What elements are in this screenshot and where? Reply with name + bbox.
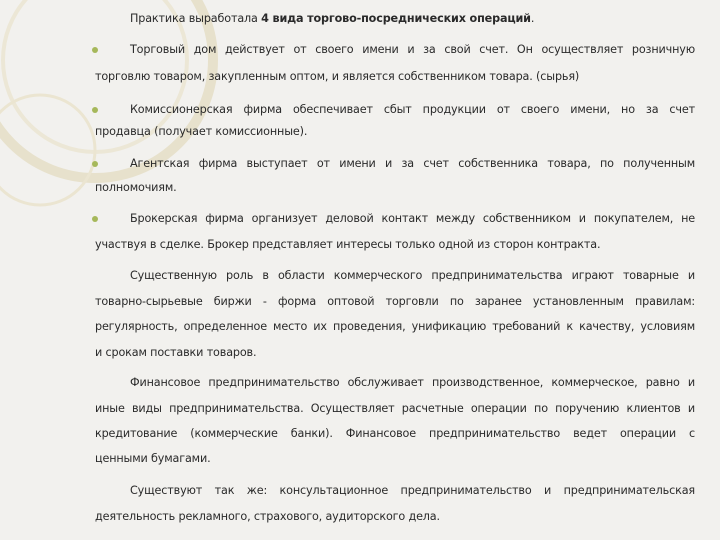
paragraph-2-line-4: ценными бумагами.	[95, 452, 211, 465]
bullet-3-line-1: Агентская фирма выступает от имени и за счет собственника товара, по полученным	[130, 157, 695, 170]
paragraph-2-line-1: Финансовое предпринимательство обслуживает производственное, коммерческое, равно и	[130, 376, 695, 389]
bullet-1-line-2: торговлю товаром, закупленным оптом, и является собственником товара. (сырья)	[95, 70, 580, 83]
intro-end: .	[530, 12, 535, 25]
bullet-4-line-1: Брокерская фирма организует деловой контакт между собственником и покупателем, не	[130, 212, 695, 225]
intro-bold: 4 вида торгово-посреднических операций	[261, 12, 531, 25]
intro-text: Практика выработала	[130, 12, 262, 25]
paragraph-3-line-2: деятельность рекламного, страхового, аудиторского дела.	[95, 510, 440, 523]
paragraph-1-line-4: и срокам поставки товаров.	[95, 346, 257, 359]
bullet-3-line-2: полномочиям.	[95, 181, 177, 194]
paragraph-2-line-3: кредитование (коммерческие банки). Финансовое предпринимательство ведет операции с	[95, 427, 695, 440]
bullet-2-line-2: продавца (получает комиссионные).	[95, 125, 308, 138]
paragraph-3-line-1: Существуют так же: консультационное предпринимательство и предпринимательская	[130, 484, 695, 497]
paragraph-1-line-2: товарно-сырьевые биржи - форма оптовой торговли по заранее установленным правилам:	[95, 295, 695, 308]
bullet-4-line-2: участвуя в сделке. Брокер представляет интересы только одной из сторон контракта.	[95, 238, 601, 251]
intro-line	[95, 11, 695, 26]
bullet-2-line-1: Комиссионерская фирма обеспечивает сбыт продукции от своего имени, но за счет	[130, 103, 695, 116]
paragraph-2-line-2: иные виды предпринимательства. Осуществляет расчетные операции по поручению клиентов и	[95, 402, 695, 415]
paragraph-1-line-1: Существенную роль в области коммерческого предпринимательства играют товарные и	[130, 269, 695, 282]
bullet-1-line-1: Торговый дом действует от своего имени и за свой счет. Он осуществляет розничную	[130, 43, 695, 56]
paragraph-1-line-3: регулярность, определенное место их проведения, унификацию требований к качеству, условиям	[95, 320, 695, 333]
